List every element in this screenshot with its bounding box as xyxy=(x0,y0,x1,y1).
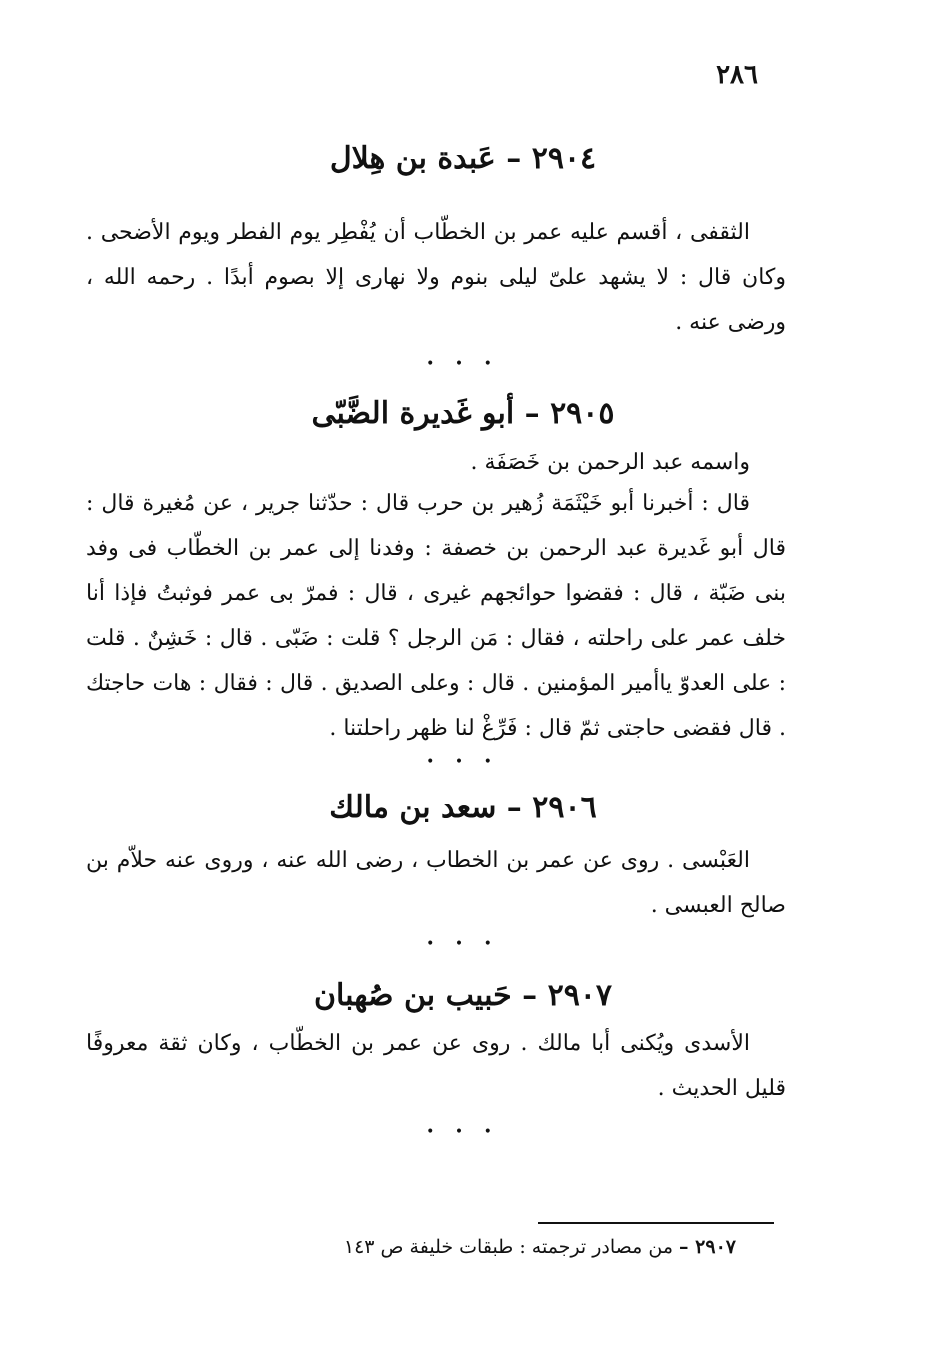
entry-paragraph xyxy=(86,481,786,751)
page-number: ٢٨٦ xyxy=(716,60,758,90)
entry-text: العَبْسى . روى عن عمر بن الخطاب ، رضى الله عنه ، وروى عنه حلاّم بن صالح العبسى . xyxy=(86,848,786,918)
entry-text: قال : أخبرنا أبو خَيْثَمَة زُهير بن حرب قال : حدّثنا جرير ، عن مُغيرة قال : قال أبو غَديرة عبد الرحمن بن خصفة : وفدنا إلى عمر بن الخطّاب فى وفد بنى ضَبّة ، قال : فقضوا حوائجهم غيرى ، قال : فمرّ بى عمر فوثبتُ فإذا أنا خلف عمر على راحلته ، فقال : مَن الرجل ؟ قلت : ضَبّى . قال : خَشِنٌ . قلت : على العدوّ ياأمير المؤمنين . قال : وعلى الصديق . قال : فقال : هات حاجتك . قال فقضى حاجتى ثمّ قال : فَرِّغْ لنا ظهر راحلتنا . xyxy=(86,491,786,741)
footnote-number: ٢٩٠٧ – xyxy=(679,1236,736,1258)
entry-heading: ٢٩٠٤ – عَبدة بن هِلال xyxy=(329,141,597,176)
entry-paragraph xyxy=(86,210,786,345)
entry-heading: ٢٩٠٥ – أبو غَديرة الضَّبّى xyxy=(311,396,615,431)
entry-text: الأسدى ويُكنى أبا مالك . روى عن عمر بن الخطّاب ، وكان ثقة معروفًا قليل الحديث . xyxy=(86,1031,786,1101)
section-separator: • • • xyxy=(426,754,500,770)
entry-paragraph xyxy=(86,440,786,485)
section-separator: • • • xyxy=(426,356,500,372)
entry-heading: ٢٩٠٦ – سعد بن مالك xyxy=(329,790,597,825)
footnote-text: من مصادر ترجمته : طبقات خليفة ص ١٤٣ xyxy=(343,1236,673,1258)
section-separator: • • • xyxy=(426,1124,500,1140)
entry-heading: ٢٩٠٧ – حَبيب بن صُهبان xyxy=(313,978,613,1013)
entry-text: واسمه عبد الرحمن بن خَصَفَة . xyxy=(470,450,750,475)
entry-paragraph xyxy=(86,1021,786,1111)
entry-text: الثقفى ، أقسم عليه عمر بن الخطّاب أن يُفْطِر يوم الفطر ويوم الأضحى . وكان قال : لا يشهد علىّ ليلى بنوم ولا نهارى إلا بصوم أبدًا . رحمه الله ، ورضى عنه . xyxy=(86,220,786,335)
footnote xyxy=(344,1233,736,1261)
entry-paragraph xyxy=(86,838,786,928)
section-separator: • • • xyxy=(426,936,500,952)
footnote-rule xyxy=(538,1222,774,1224)
